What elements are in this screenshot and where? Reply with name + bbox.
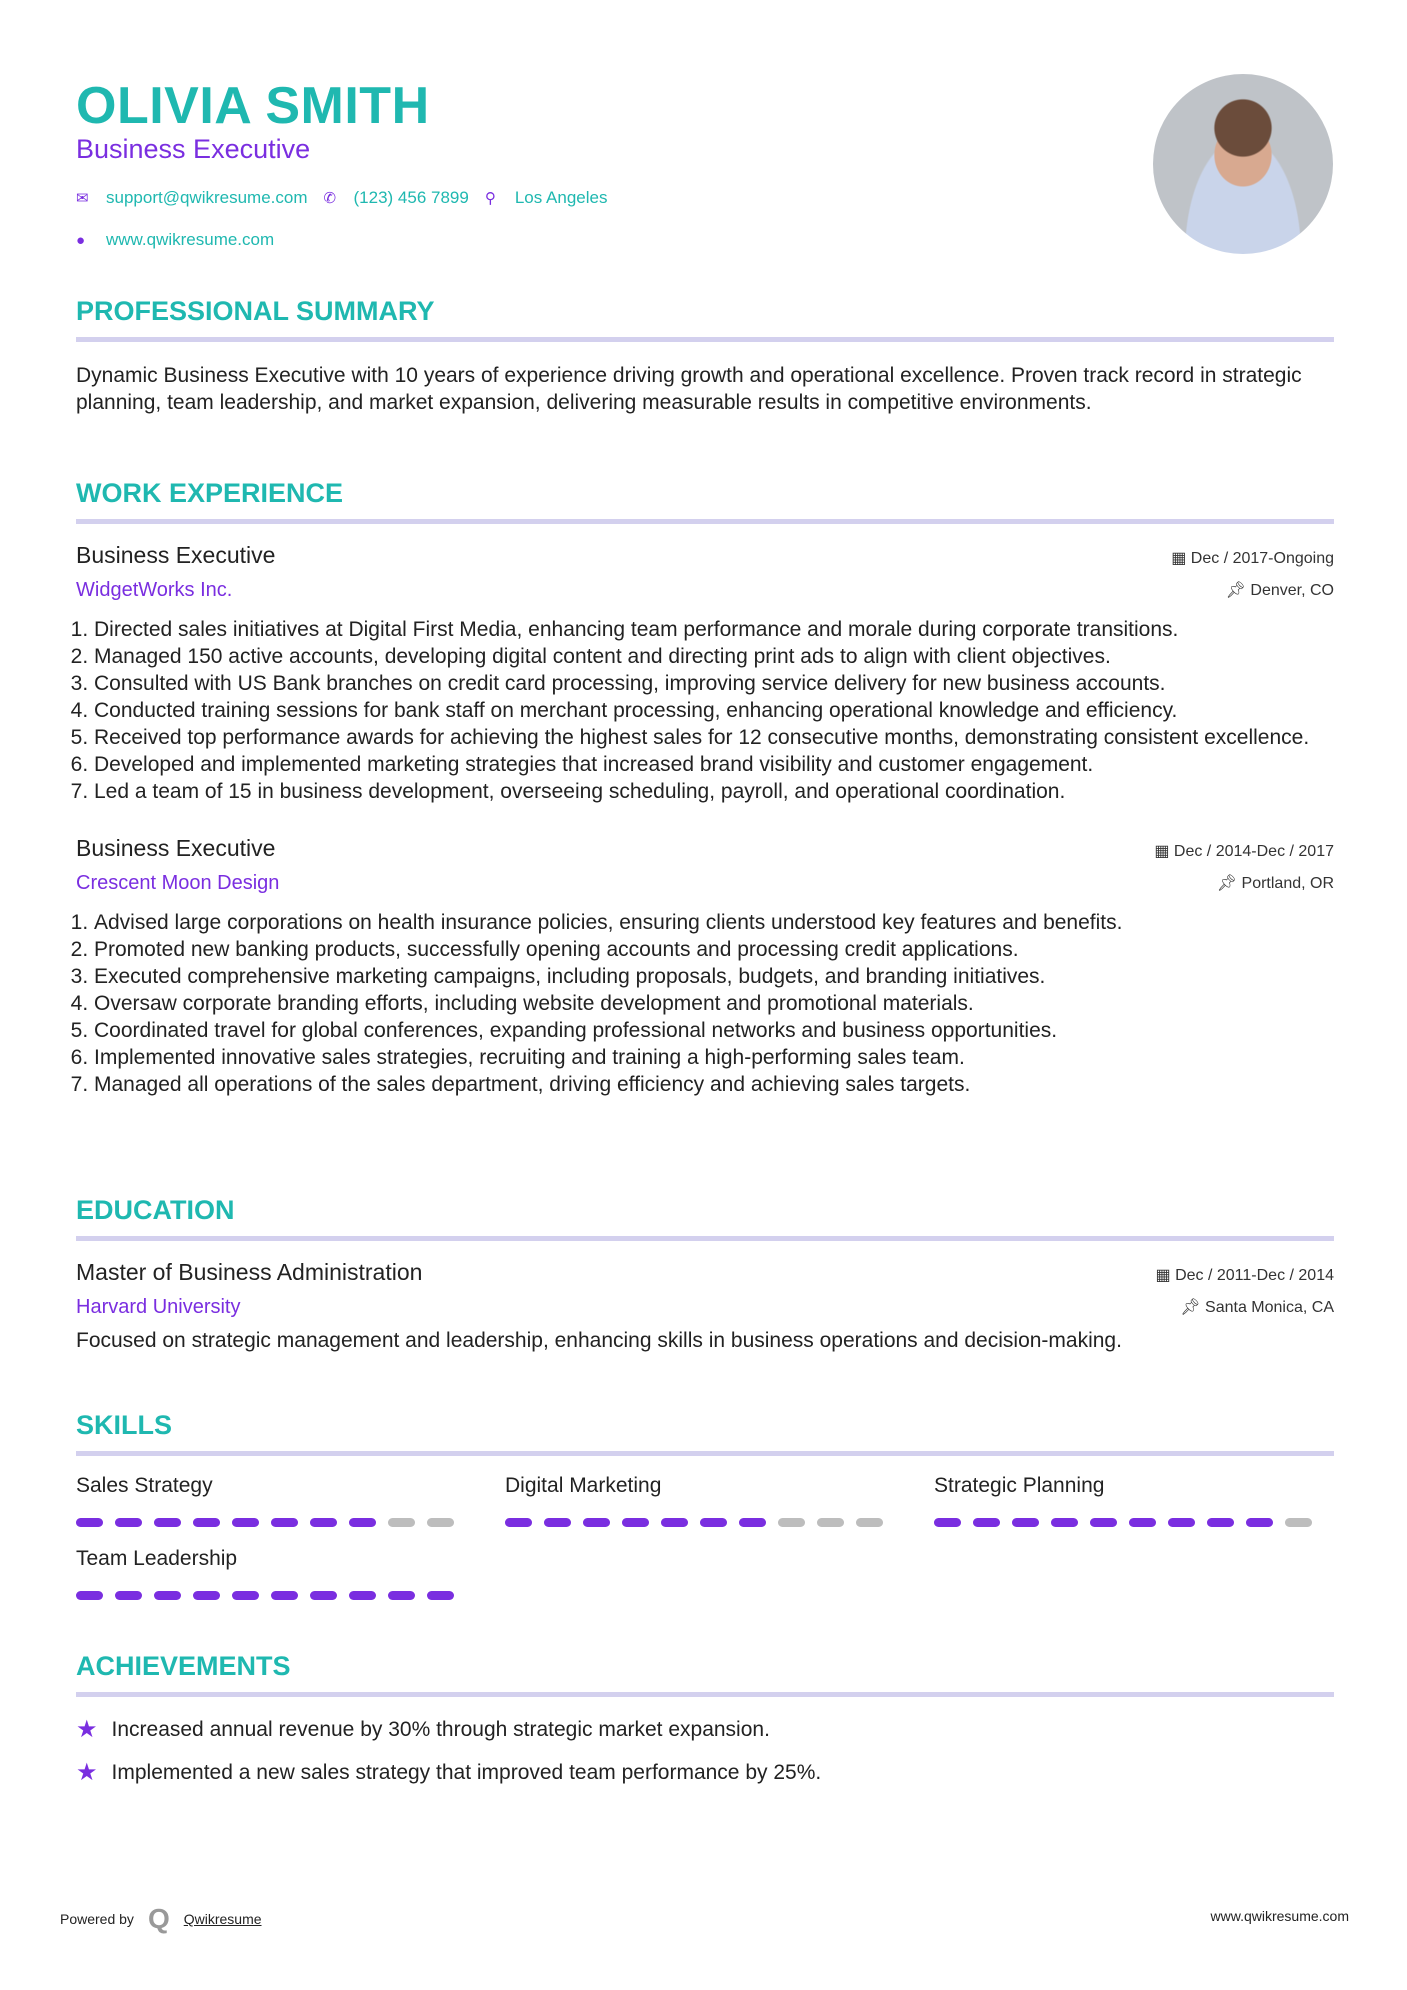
skill-item bbox=[505, 1474, 934, 1527]
school: Harvard University bbox=[76, 1296, 241, 1318]
education-entry bbox=[76, 1259, 1334, 1354]
pin-icon: 📌︎ bbox=[1180, 1299, 1206, 1316]
rating-dot-filled bbox=[193, 1591, 220, 1600]
skill-name: Strategic Planning bbox=[934, 1474, 1105, 1497]
rating-dot-filled bbox=[700, 1518, 727, 1527]
skill-rating bbox=[934, 1518, 1334, 1527]
rating-dot-filled bbox=[1012, 1518, 1039, 1527]
rating-dot-filled bbox=[271, 1591, 298, 1600]
education-section bbox=[76, 1195, 1334, 1354]
rating-dot-filled bbox=[349, 1591, 376, 1600]
phone-text: (123) 456 7899 bbox=[353, 188, 469, 207]
skills-section bbox=[76, 1410, 1334, 1600]
section-heading: EDUCATION bbox=[76, 1195, 1334, 1241]
education-location: 📌︎ Santa Monica, CA bbox=[1180, 1299, 1334, 1316]
job-bullet: 5. Coordinated travel for global conferences, expanding professional networks and business opportunities. bbox=[94, 1017, 1334, 1044]
section-heading: ACHIEVEMENTS bbox=[76, 1651, 1334, 1697]
achievement-text: Implemented a new sales strategy that improved team performance by 25%. bbox=[111, 1760, 822, 1784]
job-bullet: 7. Led a team of 15 in business development, overseeing scheduling, payroll, and operational coordination. bbox=[94, 778, 1334, 805]
job-date: ▦ Dec / 2017-Ongoing bbox=[1171, 550, 1334, 567]
skill-rating bbox=[505, 1518, 934, 1527]
job-bullet: 1. Directed sales initiatives at Digital First Media, enhancing team performance and morale during corporate transitions. bbox=[94, 616, 1334, 643]
rating-dot-filled bbox=[1207, 1518, 1234, 1527]
email-link[interactable]: support@qwikresume.com bbox=[106, 188, 308, 207]
rating-dot-filled bbox=[1246, 1518, 1273, 1527]
rating-dot-filled bbox=[661, 1518, 688, 1527]
envelope-icon: ✉ bbox=[76, 190, 89, 207]
section-heading: WORK EXPERIENCE bbox=[76, 478, 1334, 524]
location-text: Los Angeles bbox=[514, 188, 608, 207]
rating-dot-filled bbox=[349, 1518, 376, 1527]
calendar-icon: ▦ bbox=[1154, 843, 1174, 860]
rating-dot-filled bbox=[1168, 1518, 1195, 1527]
job-bullet: 3. Consulted with US Bank branches on credit card processing, improving service delivery for new business accounts. bbox=[94, 670, 1334, 697]
skill-name: Team Leadership bbox=[76, 1547, 238, 1570]
powered-by-label: Powered by bbox=[60, 1911, 134, 1927]
skill-item bbox=[934, 1474, 1334, 1527]
rating-dot-empty bbox=[778, 1518, 805, 1527]
job-date: ▦ Dec / 2014-Dec / 2017 bbox=[1154, 843, 1334, 860]
website-row bbox=[76, 230, 274, 250]
skill-name: Digital Marketing bbox=[505, 1474, 662, 1497]
brand-link[interactable]: Qwikresume bbox=[183, 1911, 262, 1927]
rating-dot-filled bbox=[934, 1518, 961, 1527]
job-location: 📌︎ Portland, OR bbox=[1216, 875, 1334, 892]
rating-dot-filled bbox=[310, 1591, 337, 1600]
job-bullet: 5. Received top performance awards for achieving the highest sales for 12 consecutive months, demonstrating consistent excellence. bbox=[94, 724, 1334, 751]
rating-dot-filled bbox=[115, 1591, 142, 1600]
footer-website[interactable]: www.qwikresume.com bbox=[1210, 1908, 1349, 1924]
rating-dot-empty bbox=[388, 1518, 415, 1527]
pin-icon: 📌︎ bbox=[1225, 582, 1251, 599]
job-bullet: 7. Managed all operations of the sales department, driving efficiency and achieving sales targets. bbox=[94, 1071, 1334, 1098]
job-bullet: 2. Managed 150 active accounts, developing digital content and directing print ads to align with client objectives. bbox=[94, 643, 1334, 670]
rating-dot-empty bbox=[1285, 1518, 1312, 1527]
skill-rating bbox=[76, 1518, 505, 1527]
website-link[interactable]: www.qwikresume.com bbox=[106, 230, 275, 249]
skill-item bbox=[76, 1547, 505, 1600]
rating-dot-filled bbox=[193, 1518, 220, 1527]
rating-dot-filled bbox=[544, 1518, 571, 1527]
rating-dot-filled bbox=[76, 1518, 103, 1527]
pin-icon: 📌︎ bbox=[1216, 875, 1242, 892]
rating-dot-filled bbox=[76, 1591, 103, 1600]
rating-dot-filled bbox=[232, 1518, 259, 1527]
profile-photo bbox=[1153, 74, 1333, 254]
achievements-section bbox=[76, 1651, 1334, 1787]
rating-dot-filled bbox=[973, 1518, 1000, 1527]
candidate-name: OLIVIA SMITH bbox=[76, 77, 430, 135]
degree: Master of Business Administration bbox=[76, 1259, 423, 1285]
phone-icon: ✆ bbox=[323, 190, 337, 207]
job-bullet: 1. Advised large corporations on health insurance policies, ensuring clients understood key features and benefits. bbox=[94, 909, 1334, 936]
globe-icon: ● bbox=[76, 231, 86, 249]
job-bullet: 6. Developed and implemented marketing strategies that increased brand visibility and customer engagement. bbox=[94, 751, 1334, 778]
job-role: Business Executive bbox=[76, 835, 276, 861]
summary-text: Dynamic Business Executive with 10 years of experience driving growth and operational excellence. Proven track record in strategic planning, team leadership, and market expansion, delivering measurable results in competitive environments. bbox=[76, 364, 1302, 414]
contact-row bbox=[76, 188, 607, 208]
job-location: 📌︎ Denver, CO bbox=[1225, 582, 1334, 599]
achievement-item bbox=[76, 1715, 1334, 1744]
section-heading: PROFESSIONAL SUMMARY bbox=[76, 296, 1334, 342]
job-bullets bbox=[76, 616, 1334, 805]
candidate-title: Business Executive bbox=[76, 134, 311, 164]
education-date: ▦ Dec / 2011-Dec / 2014 bbox=[1155, 1267, 1334, 1284]
skill-name: Sales Strategy bbox=[76, 1474, 213, 1497]
job-entry bbox=[76, 542, 1334, 805]
rating-dot-filled bbox=[505, 1518, 532, 1527]
rating-dot-filled bbox=[232, 1591, 259, 1600]
calendar-icon: ▦ bbox=[1155, 1267, 1176, 1284]
rating-dot-filled bbox=[583, 1518, 610, 1527]
section-heading: SKILLS bbox=[76, 1410, 1334, 1456]
rating-dot-filled bbox=[427, 1591, 454, 1600]
rating-dot-filled bbox=[1129, 1518, 1156, 1527]
rating-dot-filled bbox=[154, 1591, 181, 1600]
skill-rating bbox=[76, 1591, 505, 1600]
job-role: Business Executive bbox=[76, 542, 276, 568]
job-company: Crescent Moon Design bbox=[76, 872, 280, 894]
rating-dot-empty bbox=[856, 1518, 883, 1527]
summary-section bbox=[76, 296, 1334, 416]
rating-dot-filled bbox=[622, 1518, 649, 1527]
education-text: Focused on strategic management and leadership, enhancing skills in business operations and decision-making. bbox=[76, 1329, 1122, 1352]
rating-dot-empty bbox=[817, 1518, 844, 1527]
job-bullet: 4. Oversaw corporate branding efforts, including website development and promotional materials. bbox=[94, 990, 1334, 1017]
skill-item bbox=[76, 1474, 505, 1527]
experience-section bbox=[76, 478, 1334, 1098]
job-bullet: 6. Implemented innovative sales strategies, recruiting and training a high-performing sales team. bbox=[94, 1044, 1334, 1071]
rating-dot-filled bbox=[1051, 1518, 1078, 1527]
rating-dot-filled bbox=[739, 1518, 766, 1527]
rating-dot-filled bbox=[154, 1518, 181, 1527]
rating-dot-filled bbox=[115, 1518, 142, 1527]
star-icon: ★ bbox=[76, 1759, 98, 1786]
achievement-item bbox=[76, 1758, 1334, 1787]
job-entry bbox=[76, 835, 1334, 1098]
map-pin-icon: ⚲ bbox=[484, 190, 496, 207]
rating-dot-filled bbox=[1090, 1518, 1117, 1527]
job-company: WidgetWorks Inc. bbox=[76, 579, 233, 601]
rating-dot-filled bbox=[310, 1518, 337, 1527]
star-icon: ★ bbox=[76, 1716, 98, 1743]
job-bullet: 2. Promoted new banking products, successfully opening accounts and processing credit applications. bbox=[94, 936, 1334, 963]
rating-dot-filled bbox=[388, 1591, 415, 1600]
calendar-icon: ▦ bbox=[1171, 550, 1191, 567]
rating-dot-filled bbox=[271, 1518, 298, 1527]
achievement-text: Increased annual revenue by 30% through strategic market expansion. bbox=[111, 1717, 770, 1741]
job-bullet: 4. Conducted training sessions for bank staff on merchant processing, enhancing operational knowledge and efficiency. bbox=[94, 697, 1334, 724]
footer-left bbox=[60, 1903, 262, 1935]
job-bullets bbox=[76, 909, 1334, 1098]
qwikresume-logo-icon: Q bbox=[147, 1903, 170, 1934]
rating-dot-empty bbox=[427, 1518, 454, 1527]
job-bullet: 3. Executed comprehensive marketing campaigns, including proposals, budgets, and branding initiatives. bbox=[94, 963, 1334, 990]
